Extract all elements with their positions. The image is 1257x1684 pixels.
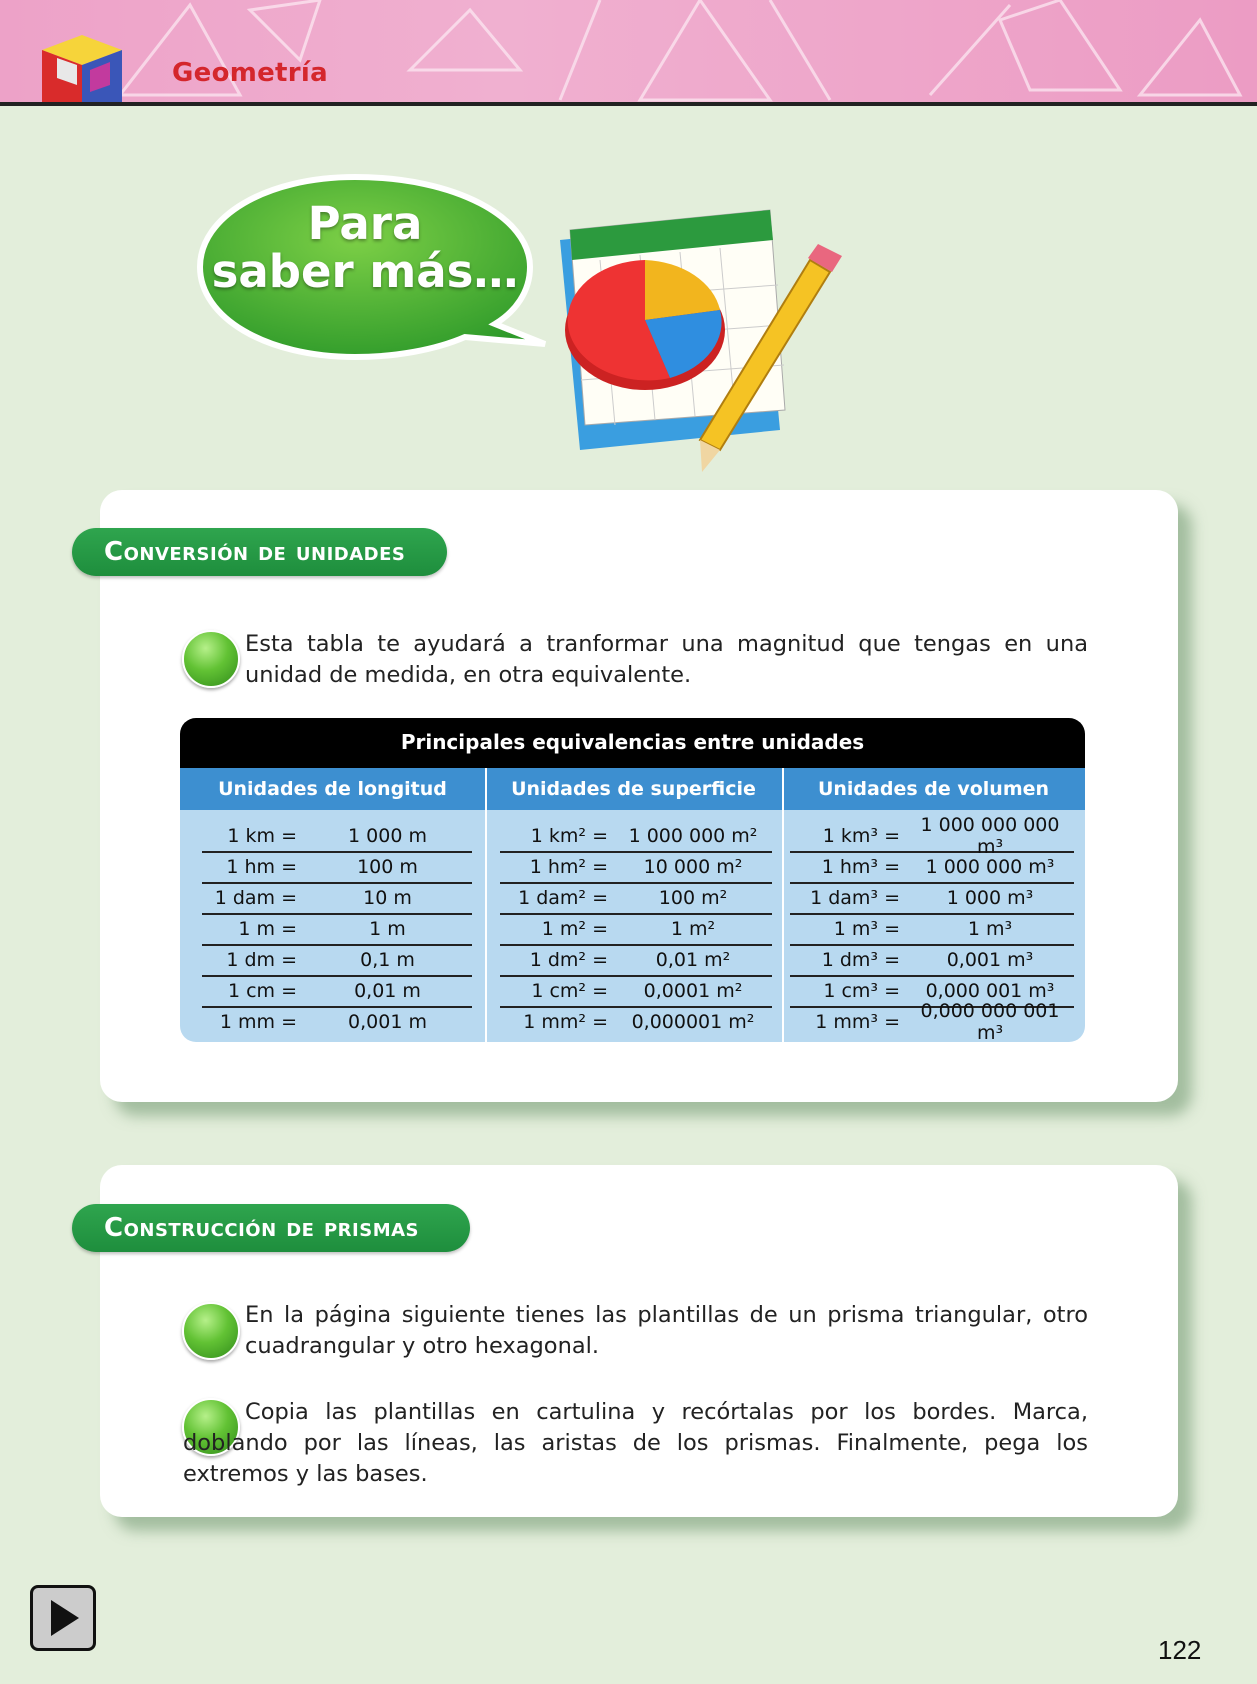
play-icon [33,1588,93,1648]
table-row [500,1006,772,1037]
unit-value: 100 m² [658,886,728,909]
page-header [0,0,1257,106]
unit-value: 0,000 000 001 m³ [920,999,1060,1044]
page-number: 122 [1158,1635,1202,1665]
conversion-heading: Conversión de unidades [72,528,447,576]
table-row [500,975,772,1008]
bullet-icon [182,1302,240,1360]
unit-value: 0,1 m [360,948,415,971]
pie-chart-pencil-icon [560,200,880,480]
table-row [790,999,1074,1044]
column-divider [485,768,487,1042]
prismas-heading: Construcción de prismas [72,1204,470,1252]
prismas-paragraph-2: Copia las plantillas en cartulina y recórtalas por los bordes. Marca, doblando por las líneas, las aristas de los prismas. Finalmente, pega los extremos y las bases. [183,1399,1088,1487]
table-title: Principales equivalencias entre unidades [180,718,1085,768]
unit-value: 0,000 001 m³ [925,979,1055,1002]
unit-value: 0,001 m [348,1010,427,1033]
unit-label: 1 cm = [227,979,297,1002]
equivalence-table [180,718,1085,1042]
unit-value: 1 000 000 m² [628,824,758,847]
unit-label: 1 mm = [219,1010,297,1033]
unit-value: 0,01 m² [655,948,731,971]
section-title: Geometría [172,58,328,88]
unit-label: 1 dam² = [518,886,608,909]
table-row [202,944,472,977]
unit-label: 1 dm³ = [821,948,900,971]
cube-logo-icon [32,30,132,106]
table-row [202,913,472,946]
header-volumen: Unidades de volumen [817,778,1050,800]
unit-value: 0,000001 m² [631,1010,755,1033]
unit-label: 1 m³ = [833,917,900,940]
unit-label: 1 mm³ = [815,1010,900,1033]
bullet-icon [182,630,240,688]
unit-value: 100 m [357,855,418,878]
bubble-line-1: Para [307,197,423,250]
table-row [500,882,772,915]
table-row [790,882,1074,915]
prismas-paragraph-1: En la página siguiente tienes las plantillas de un prisma triangular, otro cuadrangular y otro hexagonal. [245,1302,1088,1359]
unit-value: 1 000 m [348,824,427,847]
table-row [202,975,472,1008]
table-row [790,913,1074,946]
table-row [500,820,772,853]
table-row [500,913,772,946]
header-superficie: Unidades de superficie [511,778,756,800]
table-row [202,882,472,915]
unit-label: 1 m = [238,917,297,940]
unit-label: 1 dam³ = [810,886,900,909]
unit-value: 0,001 m³ [946,948,1034,971]
unit-value: 0,0001 m² [643,979,743,1002]
unit-value: 1 000 000 000 m³ [920,813,1060,858]
conversion-intro: Esta tabla te ayudará a tranformar una magnitud que tengas en una unidad de medida, en otra equivalente. [245,631,1088,688]
bubble-title [200,197,530,298]
unit-value: 1 000 000 m³ [925,855,1055,878]
header-longitud: Unidades de longitud [218,778,447,800]
unit-label: 1 dm = [226,948,297,971]
column-longitud [202,810,472,1042]
column-divider [782,768,784,1042]
unit-label: 1 km² = [530,824,608,847]
column-superficie [500,810,772,1042]
unit-value: 1 m³ [967,917,1013,940]
unit-label: 1 mm² = [523,1010,608,1033]
bubble-line-2: saber más… [211,245,519,298]
unit-label: 1 km³ = [822,824,900,847]
column-volumen [790,810,1074,1042]
unit-label: 1 hm² = [529,855,608,878]
unit-label: 1 hm³ = [821,855,900,878]
unit-label: 1 cm³ = [823,979,900,1002]
unit-value: 10 m [363,886,412,909]
table-row [500,851,772,884]
table-header-row [180,768,1085,810]
unit-label: 1 dam = [214,886,297,909]
table-row [790,813,1074,858]
table-row [790,851,1074,884]
unit-label: 1 dm² = [529,948,608,971]
table-row [500,944,772,977]
table-row [202,820,472,853]
unit-label: 1 km = [227,824,297,847]
unit-label: 1 hm = [226,855,297,878]
table-row [790,944,1074,977]
unit-value: 1 000 m³ [946,886,1034,909]
unit-value: 1 m [369,917,406,940]
unit-label: 1 m² = [541,917,608,940]
unit-value: 10 000 m² [643,855,743,878]
unit-label: 1 cm² = [531,979,608,1002]
table-row [202,1006,472,1037]
unit-value: 0,01 m [354,979,421,1002]
unit-value: 1 m² [670,917,716,940]
table-row [202,851,472,884]
play-button[interactable] [30,1585,96,1651]
table-body [180,810,1085,1042]
